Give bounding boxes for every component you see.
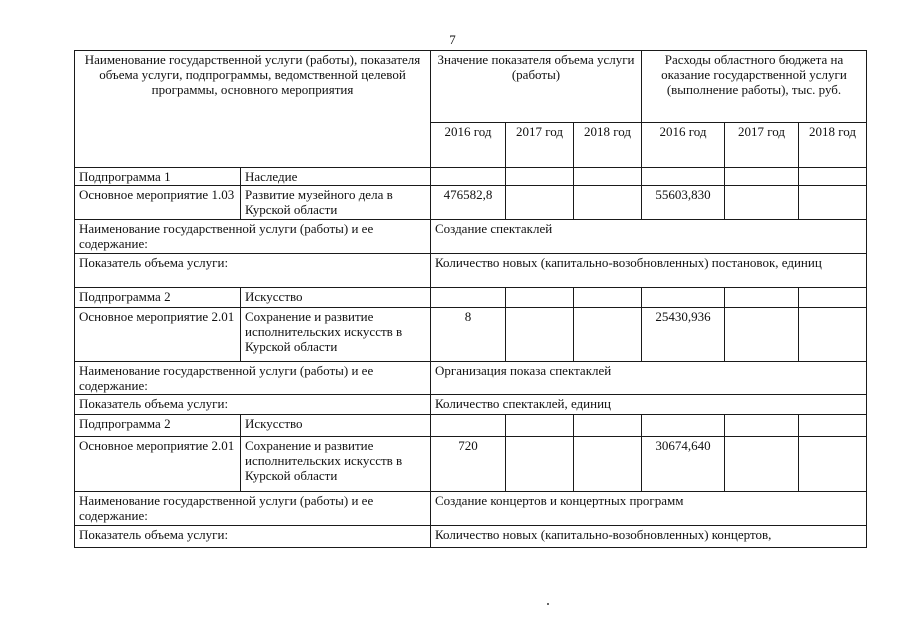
cost-value-2016: 30674,640 — [642, 437, 725, 492]
header-year-cost-2018: 2018 год — [799, 123, 867, 168]
table-row — [75, 168, 867, 186]
subprogram-label: Подпрограмма 2 — [75, 288, 241, 308]
table-row — [75, 186, 867, 220]
service-label: Наименование государственной услуги (работы) и ее содержание: — [75, 362, 431, 395]
header-year-cost-2017: 2017 год — [725, 123, 799, 168]
indicator-description: Количество спектаклей, единиц — [431, 395, 867, 415]
table-row — [75, 526, 867, 548]
header-year-cost-2016: 2016 год — [642, 123, 725, 168]
event-label: Основное мероприятие 2.01 — [75, 437, 241, 492]
subprogram-label: Подпрограмма 1 — [75, 168, 241, 186]
subprogram-label: Подпрограмма 2 — [75, 415, 241, 437]
header-name-column: Наименование государственной услуги (работы), показателя объема услуги, подпрограммы, ведомственной целевой программы, основного мероприятия — [75, 51, 431, 168]
table-row — [75, 492, 867, 526]
indicator-label: Показатель объема услуги: — [75, 395, 431, 415]
service-value: Создание концертов и концертных программ — [431, 492, 867, 526]
scan-dot — [547, 603, 549, 605]
event-label: Основное мероприятие 1.03 — [75, 186, 241, 220]
indicator-value-2016: 476582,8 — [431, 186, 506, 220]
page-number: 7 — [449, 32, 456, 47]
service-value: Организация показа спектаклей — [431, 362, 867, 395]
subprogram-name: Искусство — [241, 415, 431, 437]
event-name: Развитие музейного дела в Курской области — [241, 186, 431, 220]
event-name: Сохранение и развитие исполнительских искусств в Курской области — [241, 437, 431, 492]
event-name: Сохранение и развитие исполнительских искусств в Курской области — [241, 308, 431, 362]
service-value: Создание спектаклей — [431, 220, 867, 254]
services-table — [74, 50, 867, 548]
table-row — [75, 395, 867, 415]
table-row — [75, 288, 867, 308]
service-label: Наименование государственной услуги (работы) и ее содержание: — [75, 492, 431, 526]
header-year-indicator-2018: 2018 год — [574, 123, 642, 168]
cost-value-2016: 55603,830 — [642, 186, 725, 220]
service-label: Наименование государственной услуги (работы) и ее содержание: — [75, 220, 431, 254]
event-label: Основное мероприятие 2.01 — [75, 308, 241, 362]
table-row — [75, 437, 867, 492]
header-budget-group: Расходы областного бюджета на оказание государственной услуги (выполнение работы), тыс. руб. — [642, 51, 867, 123]
indicator-value-2016: 8 — [431, 308, 506, 362]
subprogram-name: Наследие — [241, 168, 431, 186]
header-year-indicator-2017: 2017 год — [506, 123, 574, 168]
header-indicator-group: Значение показателя объема услуги (работы) — [431, 51, 642, 123]
indicator-value-2016: 720 — [431, 437, 506, 492]
table-row — [75, 254, 867, 288]
indicator-description: Количество новых (капитально-возобновленных) постановок, единиц — [431, 254, 867, 288]
table-row — [75, 308, 867, 362]
table-row — [75, 220, 867, 254]
cost-value-2016: 25430,936 — [642, 308, 725, 362]
header-year-indicator-2016: 2016 год — [431, 123, 506, 168]
indicator-label: Показатель объема услуги: — [75, 254, 431, 288]
table-row — [75, 362, 867, 395]
indicator-description: Количество новых (капитально-возобновленных) концертов, — [431, 526, 867, 548]
indicator-label: Показатель объема услуги: — [75, 526, 431, 548]
subprogram-name: Искусство — [241, 288, 431, 308]
table-row — [75, 415, 867, 437]
